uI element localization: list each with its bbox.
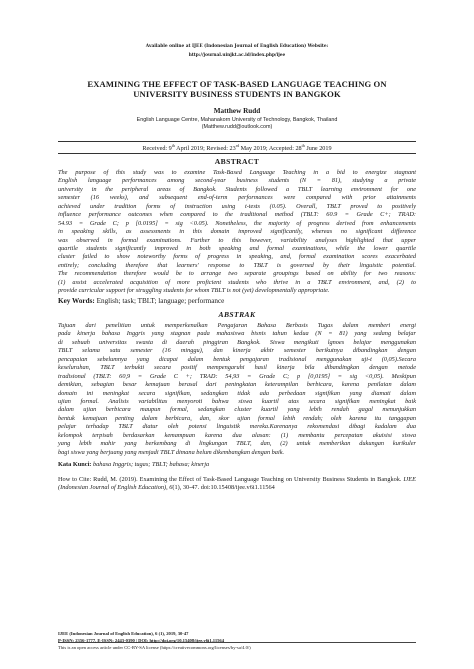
abstrak-line: Tujuan dari penelitian untuk memperkenalkan Pengajaran Bahasa Berbasis Tugas dalam memberi energi xyxy=(58,322,416,329)
abstract-line: in speaking skills, as assessments in this domain improved significantly, whereas no significant difference xyxy=(58,228,416,236)
author-name: Matthew Rudd xyxy=(213,107,261,115)
abstract-line: was observed in formal examinations. Further to this however, variability analyses highlighted that upper xyxy=(58,236,416,244)
abstract-line: The purpose of this study was to examine Task-Based Language Teaching in a bid to energize stagnant xyxy=(58,169,416,176)
abstrak-keywords xyxy=(58,461,416,468)
journal-availability: Available online at IJEE (Indonesian Journal of English Education) Website: xyxy=(145,44,329,49)
abstrak-line: domain ini meningkat secara signifikan, sedangkan tidak ada perbedaan signifikan yang diamati dalam xyxy=(58,389,416,397)
received-sup: th xyxy=(171,143,175,148)
abstract-line: cluster failed to show noteworthy forms of progress in speaking, and, formal examination scores exacerbated xyxy=(58,253,416,261)
abstract-line: The recommendation therefore would be to arrange two separate groupings based on ability for two reasons: xyxy=(58,270,416,278)
abstrak-line: keseluruhan, TBLT terbukti secara positif mempengaruhi hasil kinerja bila dibandingkan dengan metode xyxy=(58,364,416,372)
abstrak-body xyxy=(58,322,416,457)
abstrak-line: yang lebih mahir yang berkembang di lingkungan TBLT, dan, (2) untuk memberikan dukungan kurikuler xyxy=(58,440,416,448)
abstrak-line: TBLT selama satu semester (16 minggu), dan kinerja akhir semester berikutnya dibandingkan dengan xyxy=(58,347,416,355)
footer-issn[interactable]: P-ISSN: 2356-1777, E-ISSN: 2443-0390 | DOI: http://doi.org/10.15408/ijee.v6i1.11564 xyxy=(58,638,225,644)
abstrak-line: tradisional (TBLT: 60,9 = Grade C +; TRAD: 54,93 = Grade C; p [0,0195] = sig <0,05). Meskipun xyxy=(58,372,416,380)
citation-journal: IJEE (Indonesian Journal of English Education), 6 xyxy=(58,476,416,492)
citation-text: How to Cite: Rudd, M. (2019). Examining the Effect of Task-Based Language Teaching on University Business Students in Bangkok. xyxy=(58,476,404,483)
revised-sup: rd xyxy=(235,143,240,148)
journal-url[interactable]: http://journal.uinjkt.ac.id/index.php/ijee xyxy=(188,53,286,58)
abstract-line: influence performance outcomes when compared to the traditional method (TBLT: 60.9 = Grade C+; TRAD: xyxy=(58,211,416,219)
paper-title-line: EXAMINING THE EFFECT OF TASK-BASED LANGUAGE TEACHING ON xyxy=(87,79,387,89)
abstract-keywords xyxy=(58,297,416,305)
keywords-values: English; task; TBLT; language; performance xyxy=(94,297,225,305)
footer-journal: IJEE (Indonesian Journal of English Education), 6 (1), 2019, 30-47 xyxy=(58,631,189,636)
abstract-line: quartile students significantly improved in both speaking and formal examinations, while the lower quartile xyxy=(58,244,416,252)
author-email[interactable]: (Matthew.rudd@outlook.com) xyxy=(201,124,273,131)
accepted-sup: th xyxy=(301,143,305,148)
footer-license[interactable]: This is an open access article under CC-BY-SA license (https://creativecommons.org/licenses/by-sa/4.0/) xyxy=(58,645,251,651)
kata-kunci-values: bahasa Inggris; tugas; TBLT; bahasa; kinerja xyxy=(91,461,210,468)
accepted-date: May 2019; Accepted: 28 xyxy=(239,145,302,153)
abstrak-heading: ABSTRAK xyxy=(218,310,256,319)
footer xyxy=(58,630,416,652)
accepted-year: June 2019 xyxy=(304,145,332,153)
citation-doi[interactable]: (1), 30-47. doi:10.15408/ijee.v6i1.11564 xyxy=(172,484,275,492)
kata-kunci-label: Kata Kunci: xyxy=(58,461,92,468)
abstract-line: university in the peripheral areas of Bangkok. Students followed a TBLT learning environment for one xyxy=(58,185,416,193)
abstrak-line: pada kinerja bahasa Inggris yang stagnan pada mahasiswa bisnis tahun kedua (N = 81) yang sedang belajar xyxy=(58,330,416,338)
revised-date: April 2019; Revised: 23 xyxy=(174,145,236,153)
abstract-body xyxy=(58,169,416,296)
abstrak-line: demikian, sebagian besar kemajuan berasal dari peningkatan keterampilan berbicara, karena penilaian dalam xyxy=(58,381,416,389)
abstract-line: (1) assist accelerated acquisition of more proficient students who thrive in a TBLT environment, and, (2) to xyxy=(58,278,416,286)
abstract-line: 54.93 = Grade C; p [0.0195] = sig <0.05). Nonetheless, the majority of progress derived from enhancements xyxy=(58,219,416,227)
abstrak-line: pencapaian sebelumnya yang dicapai dalam bentuk pengajaran tradisional menggunakan uji-t (0,05).Secara xyxy=(58,355,416,363)
abstrak-line: pelajar terhadap TBLT diatur oleh potensi linguistik mereka.Karenanya rekomendasi dibagi kadalam dua xyxy=(58,423,416,431)
top-rule xyxy=(58,141,416,142)
paper-title xyxy=(40,79,434,99)
abstract-line: provide curricular support for struggling students for whom TBLT is not (yet) developmentally appropriate. xyxy=(58,287,330,295)
abstrak-line: bagi siswa yang berjuang yang menjadi TBLT dimana belum dikembangkan dengan baik. xyxy=(58,448,285,456)
abstract-heading: ABSTRACT xyxy=(214,157,260,166)
abstrak-line: bentuk kemajuan penting dalam berbicara, dan, skor ujian formal lebih rendah; oleh karena itu tanggapan xyxy=(58,414,416,422)
abstract-line: semester (16 weeks), and subsequent end-of-term performances were compared with prior attainments xyxy=(58,194,416,202)
abstrak-line: dalam ujian berbicara maupun formal, sedangkan cluster kuartil yang lebih rendah gagal menunjukkan xyxy=(58,406,416,414)
paper-title-line: UNIVERSITY BUSINESS STUDENTS IN BANGKOK xyxy=(133,89,341,99)
dates-line xyxy=(58,143,416,152)
abstract-line: entirely; concluding therefore that learners' response to TBLT is governed by their linguistic potential. xyxy=(58,261,416,269)
keywords-label: Key Words: xyxy=(58,297,95,305)
abstrak-line: ujian formal. Analisis variabilitas menyoroti bahwa siswa kuartil atas secara signifikan meningkat baik xyxy=(58,397,416,405)
dates-rule xyxy=(58,153,416,154)
received-date: Received: 9 xyxy=(142,145,172,153)
abstrak-line: di sebuah universitas swasta di daerah pinggiran Bangkok. Siswa mengikuti lgnoes belajar menggunakan xyxy=(58,338,416,346)
author-affiliation xyxy=(90,117,384,132)
abstract-line: achieved under tradition forms of instruction using t-tests (0.05). Overall, TBLT proved to positively xyxy=(58,202,416,210)
how-to-cite xyxy=(58,476,416,493)
abstract-line: English language performances among second-year business students (N = 81), studying a private xyxy=(58,177,416,185)
abstrak-line: kelompok terpisah berdasarkan kemampuan karena dua alasan: (1) membantu percepatan akuisisi siswa xyxy=(58,431,416,439)
affiliation-text: English Language Centre, Mahanakorn University of Technology, Bangkok, Thailand xyxy=(136,117,338,123)
